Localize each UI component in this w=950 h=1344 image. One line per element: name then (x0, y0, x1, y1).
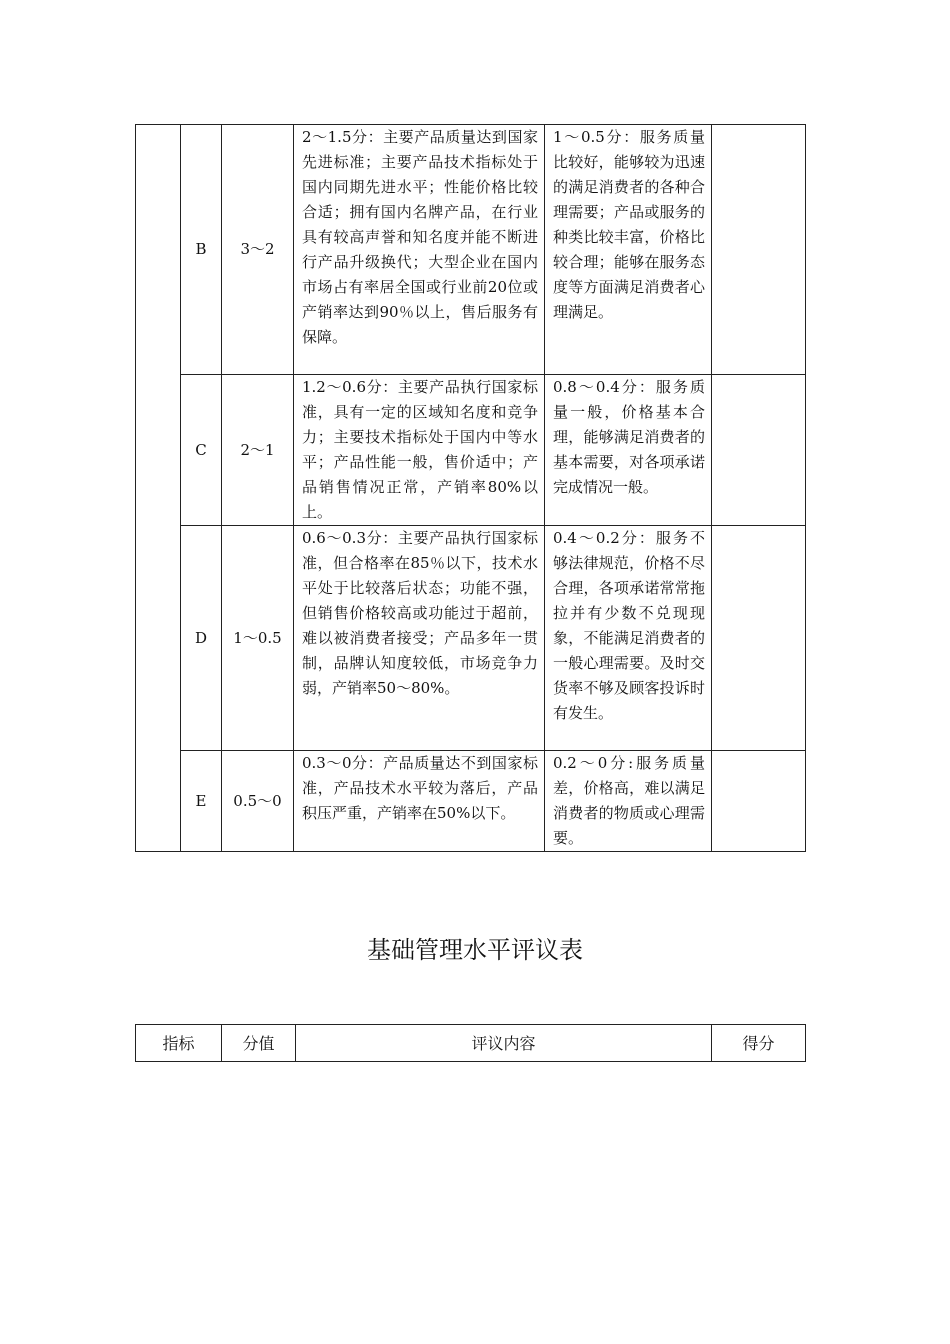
service-criteria-cell: 0.4～0.2分：服务不够法律规范，价格不尽合理，各项承诺常常拖拉并有少数不兑现现象，不能满足消费者的一般心理需要。及时交货率不够及顾客投诉时有发生。 (545, 526, 712, 751)
grade-cell: B (181, 125, 222, 375)
score-cell (712, 526, 806, 751)
grade-cell: D (181, 526, 222, 751)
table-row (136, 751, 806, 852)
table-row (136, 125, 806, 375)
column-header-evaluation-content: 评议内容 (296, 1025, 712, 1062)
score-cell (712, 751, 806, 852)
service-criteria-cell: 0.2～0分:服务质量差，价格高，难以满足消费者的物质或心理需要。 (545, 751, 712, 852)
score-range-cell: 3～2 (222, 125, 294, 375)
product-criteria-cell: 0.6～0.3分：主要产品执行国家标准，但合格率在85％以下，技术水平处于比较落后状态；功能不强，但销售价格较高或功能过于超前，难以被消费者接受；产品多年一贯制，品牌认知度较低，市场竞争力弱，产销率50～80%。 (294, 526, 545, 751)
table-header-row (136, 1025, 806, 1062)
score-range-cell: 1～0.5 (222, 526, 294, 751)
product-criteria-cell: 2～1.5分：主要产品质量达到国家先进标准；主要产品技术指标处于国内同期先进水平；性能价格比较合适；拥有国内名牌产品，在行业具有较高声誉和知名度并能不断进行产品升级换代；大型企业在国内市场占有率居全国或行业前20位或产销率达到90％以上，售后服务有保障。 (294, 125, 545, 375)
rating-table (135, 124, 806, 852)
column-header-indicator: 指标 (136, 1025, 222, 1062)
grade-cell: C (181, 375, 222, 526)
score-range-cell: 2～1 (222, 375, 294, 526)
service-criteria-cell: 1～0.5分：服务质量比较好，能够较为迅速的满足消费者的各种合理需要；产品或服务的种类比较丰富，价格比较合理；能够在服务态度等方面满足消费者心理满足。 (545, 125, 712, 375)
section-title: 基础管理水平评议表 (367, 936, 583, 964)
table-row (136, 526, 806, 751)
product-criteria-cell: 0.3～0分：产品质量达不到国家标准，产品技术水平较为落后，产品积压严重，产销率在50%以下。 (294, 751, 545, 852)
column-header-score: 得分 (712, 1025, 806, 1062)
product-criteria-cell: 1.2～0.6分：主要产品执行国家标准，具有一定的区域知名度和竞争力；主要技术指标处于国内中等水平；产品性能一般，售价适中；产品销售情况正常，产销率80%以上。 (294, 375, 545, 526)
service-criteria-cell: 0.8～0.4分：服务质量一般，价格基本合理，能够满足消费者的基本需要，对各项承诺完成情况一般。 (545, 375, 712, 526)
score-cell (712, 375, 806, 526)
score-cell (712, 125, 806, 375)
column-header-score-value: 分值 (222, 1025, 296, 1062)
evaluation-header-table (135, 1024, 806, 1062)
grade-cell: E (181, 751, 222, 852)
score-range-cell: 0.5～0 (222, 751, 294, 852)
table-row (136, 375, 806, 526)
indicator-cell (136, 125, 181, 852)
